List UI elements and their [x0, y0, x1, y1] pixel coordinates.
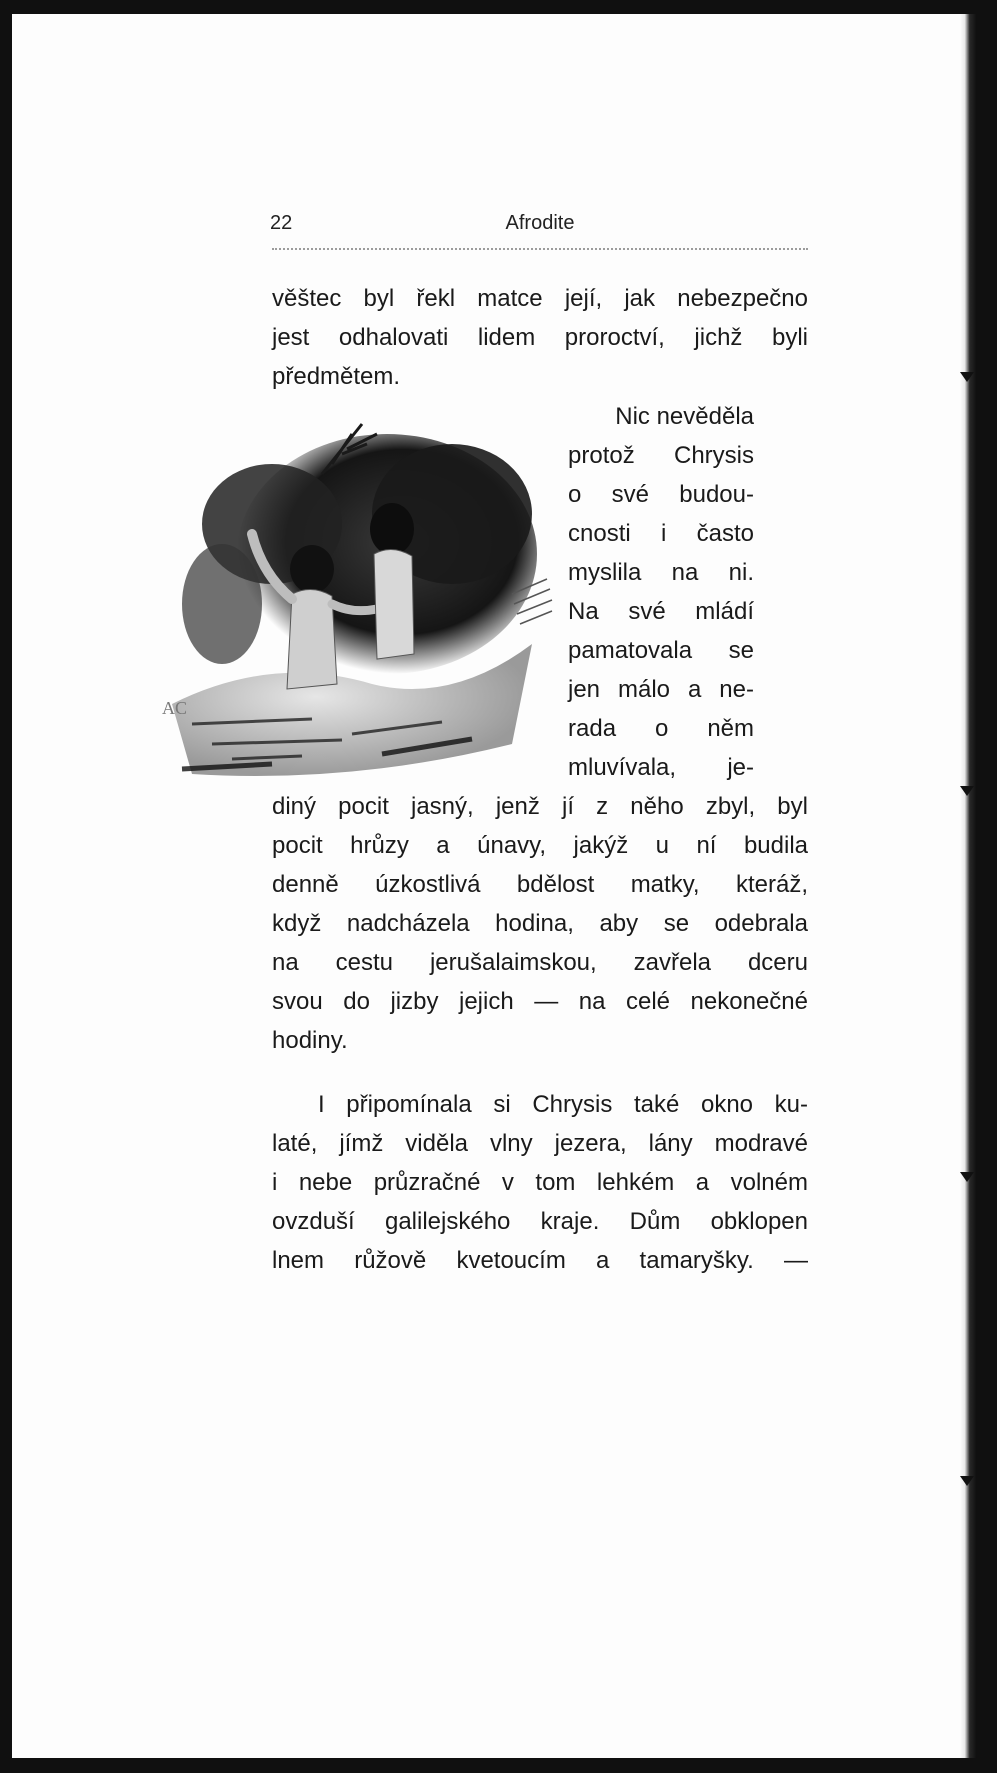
text-line: protož Chrysis [568, 442, 754, 469]
text-line: laté, jímž viděla vlny jezera, lány modravé [272, 1130, 808, 1157]
figure-body [374, 549, 414, 659]
text-line: i nebe průzračné v tom lehkém a volném [272, 1169, 808, 1196]
text-line: o své budou- [568, 481, 754, 508]
text-line: když nadcházela hodina, aby se odebrala [272, 910, 808, 937]
page-number: 22 [270, 212, 293, 234]
text-line: myslila na ni. [568, 559, 754, 586]
running-title: Afrodite [505, 212, 575, 234]
text-line: hodiny. [272, 1027, 348, 1054]
text-line: ovzduší galilejského kraje. Dům obklopen [272, 1208, 808, 1235]
text-line: rada o něm [568, 715, 754, 742]
header-rule [272, 248, 808, 250]
text-line: Na své mládí [568, 598, 754, 625]
figure-head [370, 503, 414, 555]
text-line: svou do jizby jejich — na celé nekonečné [272, 988, 808, 1015]
edge-marker [960, 1172, 974, 1182]
text-line: jest odhalovati lidem proroctví, jichž byli [272, 324, 808, 351]
text-line: denně úzkostlivá bdělost matky, kteráž, [272, 871, 808, 898]
text-line: lnem růžově kvetoucím a tamaryšky. — [272, 1247, 808, 1274]
text-line: na cestu jerušalaimskou, zavřela dceru [272, 949, 808, 976]
book-page [12, 14, 976, 1758]
text-line: pamatovala se [568, 637, 754, 664]
artist-monogram: AC [162, 698, 188, 718]
bathing-figures-illustration [152, 404, 562, 784]
page-edge-shadow [960, 14, 976, 1758]
text-line: cnosti i často [568, 520, 754, 547]
text-line: věštec byl řekl matce její, jak nebezpečno [272, 285, 808, 312]
text-line: Nic nevěděla [615, 403, 754, 430]
text-line: jen málo a ne- [568, 676, 754, 703]
figure-head [290, 545, 334, 593]
text-line: pocit hrůzy a únavy, jakýž u ní budila [272, 832, 808, 859]
text-line: diný pocit jasný, jenž jí z něho zbyl, byl [272, 793, 808, 820]
edge-marker [960, 786, 974, 796]
text-line: I připomínala si Chrysis také okno ku- [318, 1091, 808, 1118]
text-line: mluvívala, je- [568, 754, 754, 781]
edge-marker [960, 1476, 974, 1486]
text-line: předmětem. [272, 363, 401, 390]
edge-marker [960, 372, 974, 382]
